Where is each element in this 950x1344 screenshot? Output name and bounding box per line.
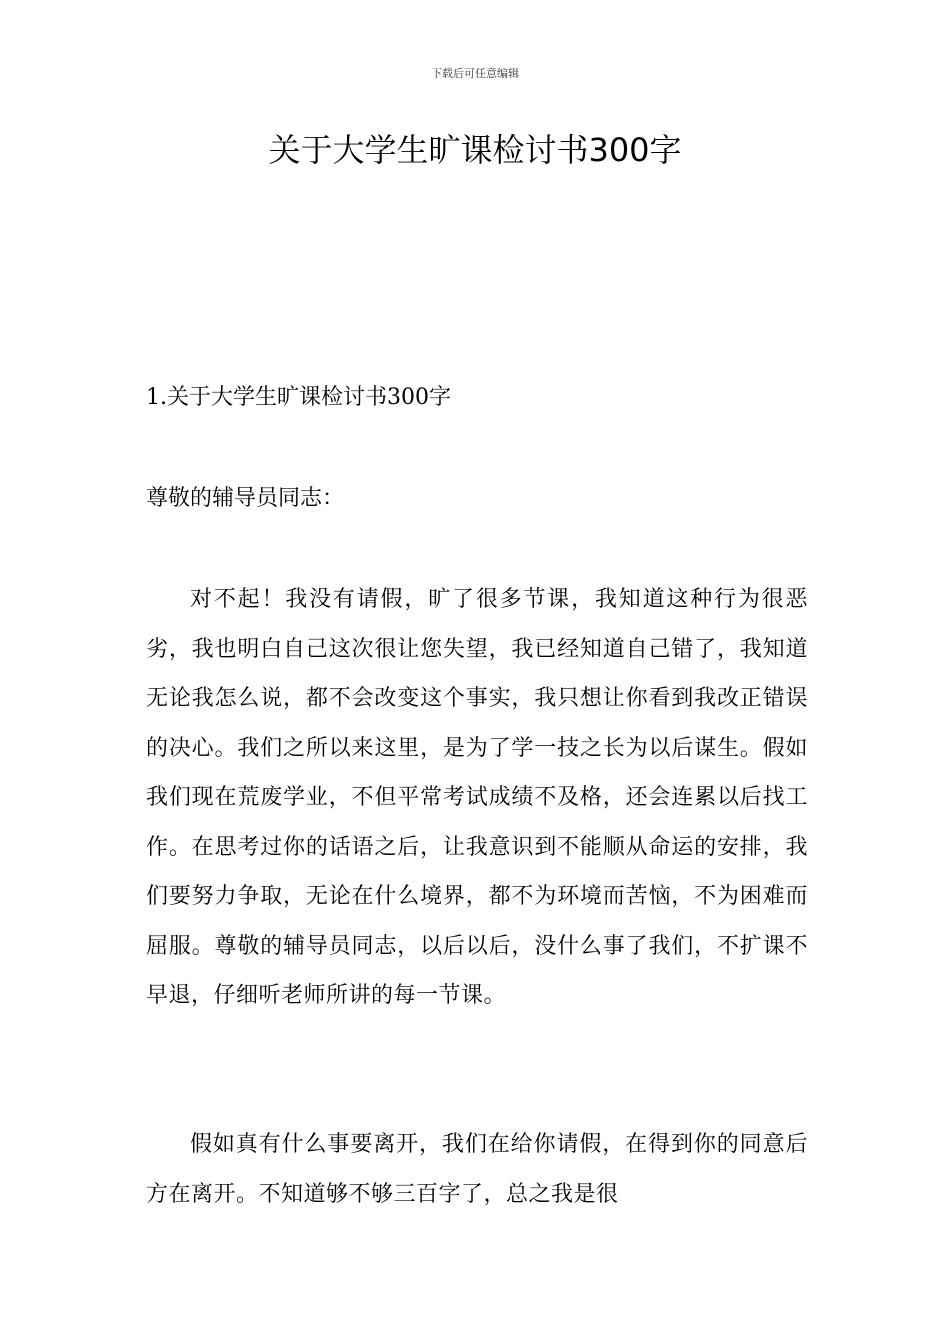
section-heading: 1.关于大学生旷课检讨书300字 (146, 385, 451, 410)
body-paragraph: 对不起！我没有请假，旷了很多节课，我知道这种行为很恶劣，我也明白自己这次很让您失望，我已经知道自己错了，我知道无论我怎么说，都不会改变这个事实，我只想让你看到我改正错误的决心。我们之所以来这里，是为了学一技之长为以后谋生。假如我们现在荒废学业，不但平常考试成绩不及格，还会连累以后找工作。在思考过你的话语之后，让我意识到不能顺从命运的安排，我们要努力争取，无论在什么境界，都不为环境而苦恼，不为困难而屈服。尊敬的辅导员同志，以后以后，没什么事了我们，不扩课不早退，仔细听老师所讲的每一节课。 (146, 587, 808, 1008)
salutation: 尊敬的辅导员同志： (146, 486, 345, 511)
body-paragraph: 假如真有什么事要离开，我们在给你请假，在得到你的同意后方在离开。不知道够不够三百字了，总之我是很 (146, 1132, 808, 1207)
header-note: 下载后可任意编辑 (431, 67, 519, 80)
document-title: 关于大学生旷课检讨书300字 (268, 131, 682, 169)
